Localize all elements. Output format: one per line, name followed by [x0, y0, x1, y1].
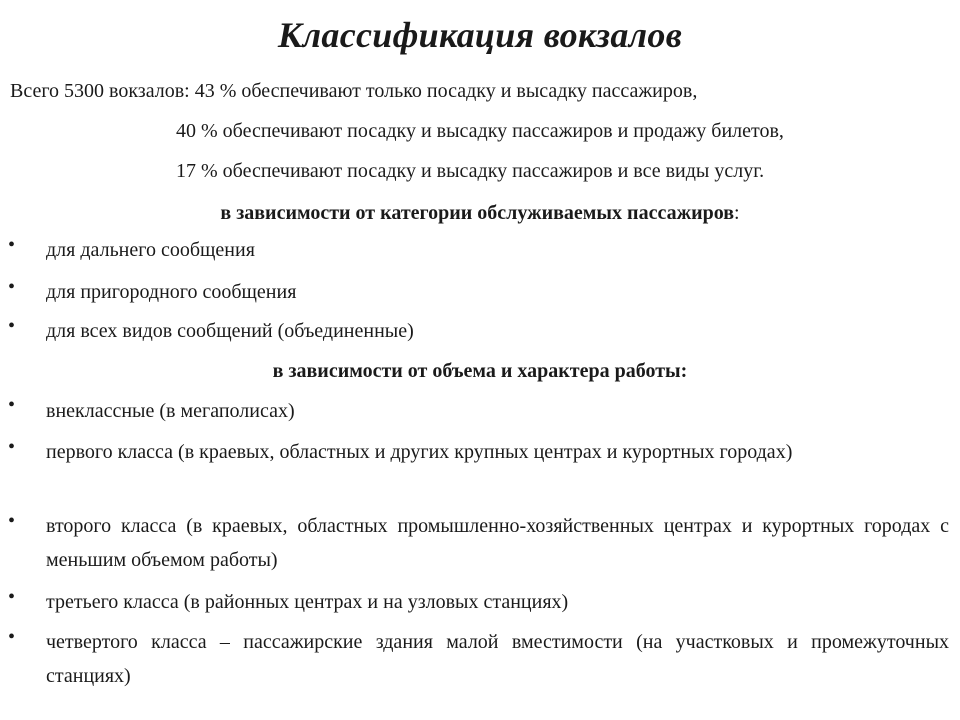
list-item: для пригородного сообщения — [46, 281, 297, 303]
bullet-icon: • — [8, 234, 16, 256]
list-item: третьего класса (в районных центрах и на узловых станциях) — [46, 591, 569, 613]
list-item: для всех видов сообщений (объединенные) — [46, 320, 414, 342]
list-item: внеклассные (в мегаполисах) — [46, 400, 295, 422]
section-heading-colon: : — [734, 202, 740, 224]
page-title: Классификация вокзалов — [277, 15, 683, 55]
list-item: второго класса (в краевых, областных промышленно-хозяйственных центрах и курортных городах с меньшим объемом работы) — [46, 515, 949, 571]
intro-line-2: 40 % обеспечивают посадку и высадку пассажиров и продажу билетов, — [176, 120, 784, 142]
bullet-icon: • — [8, 276, 16, 298]
intro-line-1: Всего 5300 вокзалов: 43 % обеспечивают только посадку и высадку пассажиров, — [10, 80, 698, 102]
bullet-icon: • — [8, 586, 16, 608]
list-item: четвертого класса – пассажирские здания малой вместимости (на участковых и промежуточных станциях) — [46, 631, 949, 687]
intro-line-3: 17 % обеспечивают посадку и высадку пассажиров и все виды услуг. — [176, 160, 765, 182]
section-heading-volume: в зависимости от объема и характера работы: — [272, 360, 688, 382]
section-heading-text: в зависимости от категории обслуживаемых пассажиров — [220, 202, 735, 224]
bullet-icon: • — [8, 626, 16, 648]
bullet-icon: • — [8, 510, 16, 532]
list-item: для дальнего сообщения — [46, 239, 255, 261]
bullet-icon: • — [8, 394, 16, 416]
section-heading-passenger-category — [0, 200, 960, 226]
bullet-icon: • — [8, 315, 16, 337]
bullet-icon: • — [8, 436, 16, 458]
list-item: первого класса (в краевых, областных и других крупных центрах и курортных городах) — [46, 441, 793, 463]
